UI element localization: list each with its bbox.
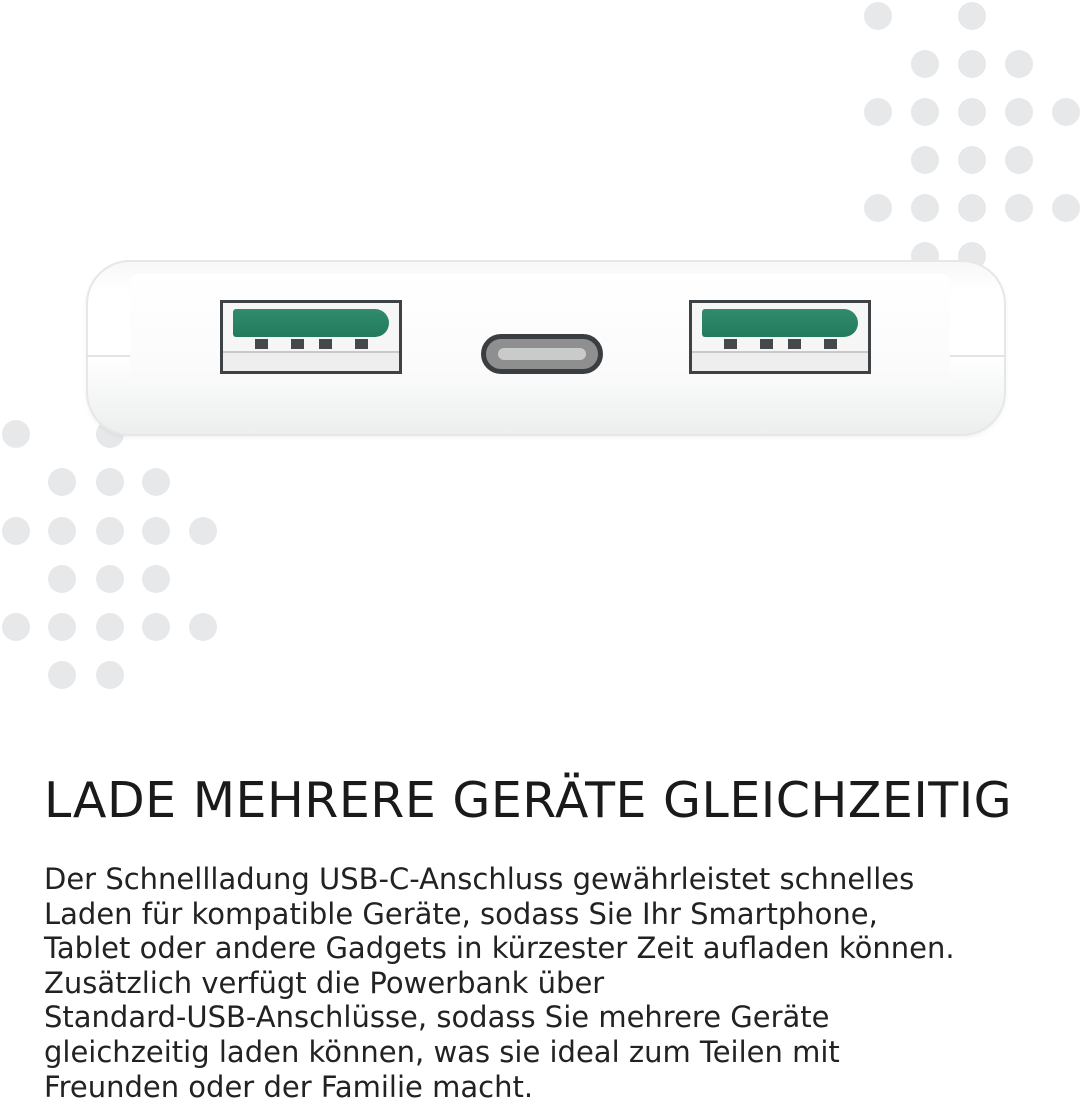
usb-a-connector-tongue	[233, 309, 389, 337]
usb-a-port-left	[220, 300, 402, 374]
headline: LADE MEHRERE GERÄTE GLEICHZEITIG	[44, 772, 1013, 829]
description-line: Standard-USB-Anschlüsse, sodass Sie mehrere Geräte	[44, 1000, 830, 1035]
usb-a-port-right	[689, 300, 871, 374]
description-line: gleichzeitig laden können, was sie ideal zum Teilen mit	[44, 1034, 840, 1069]
powerbank-product-image	[86, 260, 1006, 436]
description-text	[44, 862, 1044, 1104]
description-line: Laden für kompatible Geräte, sodass Sie Ihr Smartphone,	[44, 896, 878, 931]
usb-c-port	[481, 334, 603, 374]
description-line: Der Schnellladung USB-C-Anschluss gewährleistet schnelles	[44, 862, 915, 896]
usb-a-connector-tongue	[702, 309, 858, 337]
description-line: Tablet oder andere Gadgets in kürzester Zeit aufladen können.	[44, 931, 955, 966]
description-line: Freunden oder der Familie macht.	[44, 1069, 534, 1104]
description-line: Zusätzlich verfügt die Powerbank über	[44, 965, 605, 1000]
